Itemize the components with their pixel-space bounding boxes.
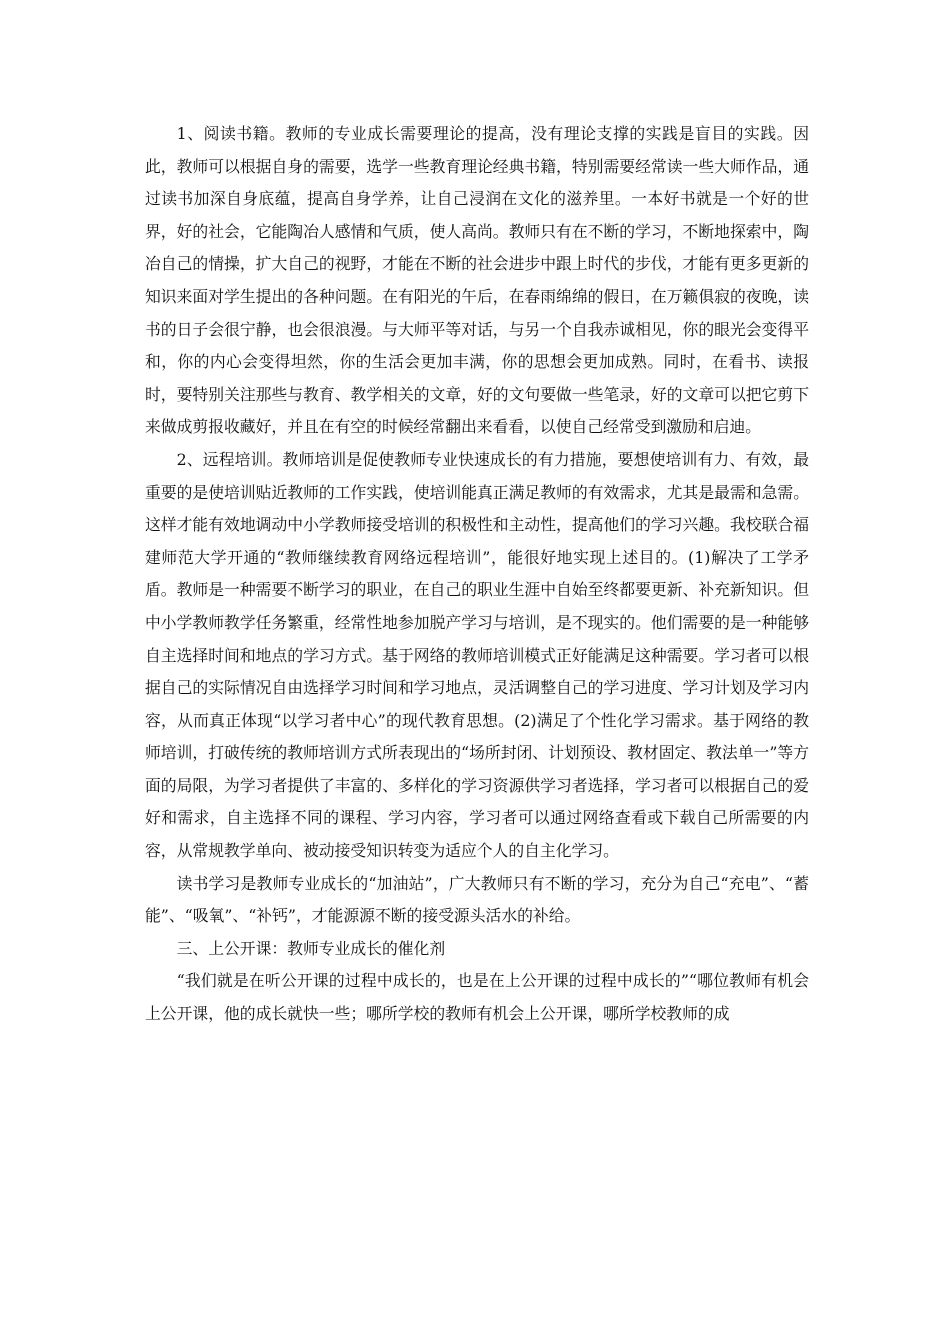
paragraph-summary: 读书学习是教师专业成长的“加油站”，广大教师只有不断的学习，充分为自己“充电”、“蓄能”、“吸氧”、“补钙”，才能源源不断的接受源头活水的补给。 [145,873,809,926]
document-page [145,118,809,1031]
paragraph-public-lessons: “我们就是在听公开课的过程中成长的，也是在上公开课的过程中成长的”“哪位教师有机会上公开课，他的成长就快一些；哪所学校的教师有机会上公开课，哪所学校教师的成 [145,971,809,1024]
section-heading-public-lessons: 三、上公开课：教师专业成长的催化剂 [176,938,446,958]
paragraph-reading-books: 1、阅读书籍。教师的专业成长需要理论的提高，没有理论支撑的实践是盲目的实践。因此，教师可以根据自身的需要，选学一些教育理论经典书籍，特别需要经常读一些大师作品，通过读书加深自身底蕴，提高自身学养，让自己浸润在文化的滋养里。一本好书就是一个好的世界，好的社会，它能陶冶人感情和气质，使人高尚。教师只有在不断的学习，不断地探索中，陶冶自己的情操，扩大自己的视野，才能在不断的社会进步中跟上时代的步伐，才能有更多更新的知识来面对学生提出的各种问题。在有阳光的午后，在春雨绵绵的假日，在万籁俱寂的夜晚，读书的日子会很宁静，也会很浪漫。与大师平等对话，与另一个自我赤诚相见，你的眼光会变得平和，你的内心会变得坦然，你的生活会更加丰满，你的思想会更加成熟。同时，在看书、读报时，要特别关注那些与教育、教学相关的文章，好的文句要做一些笔录，好的文章可以把它剪下来做成剪报收藏好，并且在有空的时候经常翻出来看看，以使自己经常受到激励和启迪。 [145,124,809,437]
paragraph-remote-training: 2、远程培训。教师培训是促使教师专业快速成长的有力措施，要想使培训有力、有效，最重要的是使培训贴近教师的工作实践，使培训能真正满足教师的有效需求，尤其是最需和急需。这样才能有效地调动中小学教师接受培训的积极性和主动性，提高他们的学习兴趣。我校联合福建师范大学开通的“教师继续教育网络远程培训”，能很好地实现上述目的。(1)解决了工学矛盾。教师是一种需要不断学习的职业，在自己的职业生涯中自始至终都要更新、补充新知识。但中小学教师教学任务繁重，经常性地参加脱产学习与培训，是不现实的。他们需要的是一种能够自主选择时间和地点的学习方式。基于网络的教师培训模式正好能满足这种需要。学习者可以根据自己的实际情况自由选择学习时间和学习地点，灵活调整自己的学习进度、学习计划及学习内容，从而真正体现“以学习者中心”的现代教育思想。(2)满足了个性化学习需求。基于网络的教师培训，打破传统的教师培训方式所表现出的“场所封闭、计划预设、教材固定、教法单一”等方面的局限，为学习者提供了丰富的、多样化的学习资源供学习者选择，学习者可以根据自己的爱好和需求，自主选择不同的课程、学习内容，学习者可以通过网络查看或下载自己所需要的内容，从常规教学单向、被动接受知识转变为适应个人的自主化学习。 [145,449,809,861]
